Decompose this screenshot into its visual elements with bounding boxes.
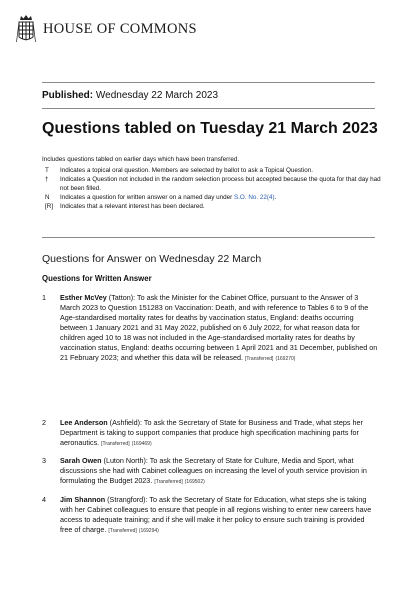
transferred-flag: [Transferred] [154,479,183,485]
standing-order-link[interactable]: S.O. No. 22(4) [233,194,275,201]
published-date: Wednesday 22 March 2023 [95,90,219,101]
transferred-flag: [Transferred] [245,356,274,362]
transferred-flag: [Transferred] [108,528,137,534]
top-divider [42,82,375,83]
transferred-flag: [Transferred] [101,441,130,447]
portcullis-logo-icon [16,14,36,44]
question-number: 4 [42,495,46,504]
constituency: (Luton North): [103,456,148,465]
question-reference: (169469) [131,441,152,447]
question-body [60,456,378,487]
legend-text: Indicates a question for written answer on a named day under [60,194,233,201]
member-name: Sarah Owen [60,456,102,465]
question-item [42,495,378,536]
middle-divider [42,108,375,109]
question-item [42,456,378,487]
question-reference: (169294) [138,528,159,534]
question-item [42,418,378,449]
constituency: (Tatton): [108,293,136,302]
house-of-commons-title: HOUSE OF COMMONS [43,20,197,37]
question-text: To ask the Secretary of State for Business and Trade, what steps her Department is taking to support companies that produce high specification machining parts for aeronautics. [60,418,363,447]
member-name: Jim Shannon [60,495,106,504]
constituency: (Ashfield): [109,418,143,427]
question-body [60,495,378,536]
constituency: (Strangford): [107,495,148,504]
legend-symbol: † [45,176,49,183]
published-line [42,90,218,101]
legend-symbol: T [45,167,49,174]
legend-text: Indicates that a relevant interest has been declared. [60,203,205,210]
question-number: 3 [42,456,46,465]
published-label: Published: [42,90,94,101]
legend-text-wrapper [60,193,382,202]
question-text: To ask the Secretary of State for Education, what steps she is taking with her Cabinet colleagues to ensure that people in all regions wishing to enter new careers have access to adequate training; and if she will make it her policy to ensure such training is provided free of charge. [60,495,372,534]
legend-symbol: N [45,194,50,201]
question-body [60,293,378,364]
legend-item [42,166,382,175]
symbol-legend [42,155,382,211]
page-header [16,12,197,46]
legend-intro: Includes questions tabled on earlier days which have been transferred. [42,156,240,163]
question-body [60,418,378,449]
member-name: Esther McVey [60,293,107,302]
legend-symbol: [R] [45,203,54,210]
page-title: Questions tabled on Tuesday 21 March 2023 [42,120,378,137]
question-reference: (169270) [275,356,296,362]
question-number: 2 [42,418,46,427]
legend-item [42,202,382,211]
section-divider [42,237,375,238]
subsection-title: Questions for Written Answer [42,274,152,283]
legend-item [42,193,382,202]
legend-text: Indicates a topical oral question. Members are selected by ballot to ask a Topical Question. [60,167,313,174]
question-text: To ask the Secretary of State for Culture, Media and Sport, what discussions she had with Cabinet colleagues on increasing the level of youth service provision in formulating the Budget 2023. [60,456,367,485]
question-item [42,293,378,364]
legend-item [42,175,382,193]
legend-text-end: . [274,194,277,201]
question-number: 1 [42,293,46,302]
question-text: To ask the Minister for the Cabinet Office, pursuant to the Answer of 3 March 2023 to Question 151283 on Vaccination: Death, and with reference to Tables 6 to 9 of the Age-standardised mortality rates for deaths by vaccination status, England: deaths occurring between 1 January 2021 and 31 May 2022, published on 6 July 2022, for what reason data for children aged 10 to 18 was not included in the Age-standardised mortality rates for deaths by vaccination status, England: deaths occurring between 1 April 2021 and 31 December, published on 21 February 2023; and whether this data will be released. [60,293,378,362]
legend-text: Indicates a Question not included in the random selection process but accepted because the quota for that day had not been filled. [60,176,381,192]
member-name: Lee Anderson [60,418,108,427]
section-title: Questions for Answer on Wednesday 22 March [42,253,262,265]
question-reference: (169502) [184,479,205,485]
